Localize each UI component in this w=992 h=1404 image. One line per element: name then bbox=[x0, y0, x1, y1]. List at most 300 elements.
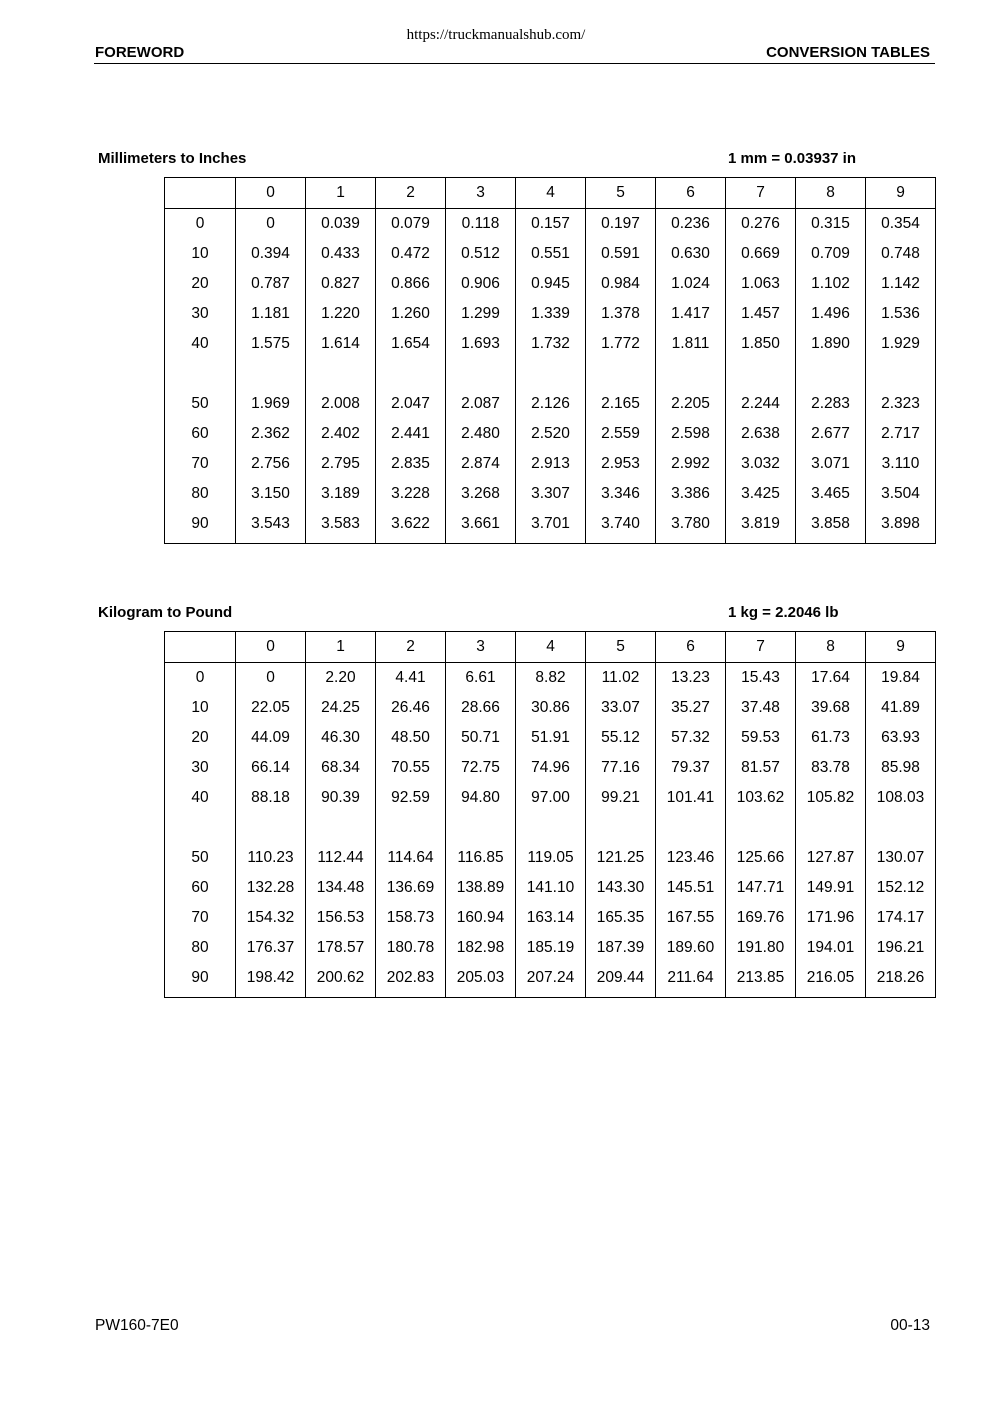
value-cell: 94.80 bbox=[446, 783, 516, 813]
corner-header-cell bbox=[165, 178, 236, 209]
value-cell: 0.079 bbox=[376, 209, 446, 240]
value-cell: 1.299 bbox=[446, 299, 516, 329]
header-rule bbox=[94, 63, 935, 64]
column-header-cell: 8 bbox=[796, 178, 866, 209]
table-row bbox=[165, 933, 936, 963]
value-cell: 189.60 bbox=[656, 933, 726, 963]
value-cell: 163.14 bbox=[516, 903, 586, 933]
value-cell: 1.811 bbox=[656, 329, 726, 359]
row-header-cell: 80 bbox=[165, 933, 236, 963]
table-row bbox=[165, 209, 936, 240]
value-cell: 1.772 bbox=[586, 329, 656, 359]
value-cell: 0.709 bbox=[796, 239, 866, 269]
value-cell: 176.37 bbox=[236, 933, 306, 963]
value-cell: 1.024 bbox=[656, 269, 726, 299]
value-cell: 156.53 bbox=[306, 903, 376, 933]
value-cell: 105.82 bbox=[796, 783, 866, 813]
spacer-cell bbox=[726, 359, 796, 389]
value-cell: 158.73 bbox=[376, 903, 446, 933]
value-cell: 22.05 bbox=[236, 693, 306, 723]
group-spacer-row bbox=[165, 359, 936, 389]
value-cell: 112.44 bbox=[306, 843, 376, 873]
value-cell: 2.835 bbox=[376, 449, 446, 479]
value-cell: 2.992 bbox=[656, 449, 726, 479]
value-cell: 26.46 bbox=[376, 693, 446, 723]
value-cell: 0.512 bbox=[446, 239, 516, 269]
row-header-cell: 40 bbox=[165, 329, 236, 359]
mm-in-conversion-ratio: 1 mm = 0.03937 in bbox=[728, 150, 856, 167]
value-cell: 1.536 bbox=[866, 299, 936, 329]
value-cell: 119.05 bbox=[516, 843, 586, 873]
value-cell: 125.66 bbox=[726, 843, 796, 873]
value-cell: 99.21 bbox=[586, 783, 656, 813]
value-cell: 1.417 bbox=[656, 299, 726, 329]
spacer-cell bbox=[236, 813, 306, 843]
value-cell: 2.205 bbox=[656, 389, 726, 419]
value-cell: 108.03 bbox=[866, 783, 936, 813]
value-cell: 3.504 bbox=[866, 479, 936, 509]
value-cell: 0.906 bbox=[446, 269, 516, 299]
spacer-cell bbox=[376, 359, 446, 389]
value-cell: 2.717 bbox=[866, 419, 936, 449]
table-row bbox=[165, 963, 936, 998]
value-cell: 121.25 bbox=[586, 843, 656, 873]
value-cell: 72.75 bbox=[446, 753, 516, 783]
value-cell: 2.323 bbox=[866, 389, 936, 419]
value-cell: 198.42 bbox=[236, 963, 306, 998]
value-cell: 0.433 bbox=[306, 239, 376, 269]
value-cell: 0.236 bbox=[656, 209, 726, 240]
spacer-cell bbox=[165, 813, 236, 843]
value-cell: 1.457 bbox=[726, 299, 796, 329]
value-cell: 205.03 bbox=[446, 963, 516, 998]
value-cell: 81.57 bbox=[726, 753, 796, 783]
value-cell: 0.472 bbox=[376, 239, 446, 269]
value-cell: 134.48 bbox=[306, 873, 376, 903]
value-cell: 3.701 bbox=[516, 509, 586, 544]
spacer-cell bbox=[796, 813, 866, 843]
row-header-cell: 10 bbox=[165, 239, 236, 269]
value-cell: 3.740 bbox=[586, 509, 656, 544]
value-cell: 1.260 bbox=[376, 299, 446, 329]
source-url: https://truckmanualshub.com/ bbox=[406, 27, 586, 43]
value-cell: 169.76 bbox=[726, 903, 796, 933]
spacer-cell bbox=[376, 813, 446, 843]
value-cell: 55.12 bbox=[586, 723, 656, 753]
value-cell: 1.142 bbox=[866, 269, 936, 299]
mm-to-inches-table bbox=[164, 177, 936, 544]
value-cell: 136.69 bbox=[376, 873, 446, 903]
value-cell: 1.929 bbox=[866, 329, 936, 359]
value-cell: 0.039 bbox=[306, 209, 376, 240]
value-cell: 1.339 bbox=[516, 299, 586, 329]
value-cell: 59.53 bbox=[726, 723, 796, 753]
value-cell: 200.62 bbox=[306, 963, 376, 998]
row-header-cell: 30 bbox=[165, 299, 236, 329]
value-cell: 17.64 bbox=[796, 663, 866, 694]
row-header-cell: 10 bbox=[165, 693, 236, 723]
value-cell: 2.795 bbox=[306, 449, 376, 479]
value-cell: 6.61 bbox=[446, 663, 516, 694]
value-cell: 66.14 bbox=[236, 753, 306, 783]
value-cell: 2.283 bbox=[796, 389, 866, 419]
value-cell: 2.165 bbox=[586, 389, 656, 419]
row-header-cell: 70 bbox=[165, 449, 236, 479]
value-cell: 167.55 bbox=[656, 903, 726, 933]
spacer-cell bbox=[796, 359, 866, 389]
row-header-cell: 0 bbox=[165, 663, 236, 694]
value-cell: 0.354 bbox=[866, 209, 936, 240]
spacer-cell bbox=[586, 813, 656, 843]
value-cell: 216.05 bbox=[796, 963, 866, 998]
row-header-cell: 90 bbox=[165, 509, 236, 544]
value-cell: 1.693 bbox=[446, 329, 516, 359]
value-cell: 1.969 bbox=[236, 389, 306, 419]
value-cell: 0.118 bbox=[446, 209, 516, 240]
mm-in-table-title: Millimeters to Inches bbox=[98, 150, 247, 167]
value-cell: 3.307 bbox=[516, 479, 586, 509]
value-cell: 8.82 bbox=[516, 663, 586, 694]
value-cell: 35.27 bbox=[656, 693, 726, 723]
value-cell: 0.984 bbox=[586, 269, 656, 299]
value-cell: 2.756 bbox=[236, 449, 306, 479]
value-cell: 174.17 bbox=[866, 903, 936, 933]
value-cell: 141.10 bbox=[516, 873, 586, 903]
value-cell: 218.26 bbox=[866, 963, 936, 998]
value-cell: 83.78 bbox=[796, 753, 866, 783]
value-cell: 1.496 bbox=[796, 299, 866, 329]
value-cell: 3.150 bbox=[236, 479, 306, 509]
value-cell: 57.32 bbox=[656, 723, 726, 753]
value-cell: 48.50 bbox=[376, 723, 446, 753]
table-header-row bbox=[165, 178, 936, 209]
kg-lb-conversion-ratio: 1 kg = 2.2046 lb bbox=[728, 604, 839, 621]
table-row bbox=[165, 509, 936, 544]
value-cell: 138.89 bbox=[446, 873, 516, 903]
spacer-cell bbox=[586, 359, 656, 389]
value-cell: 1.732 bbox=[516, 329, 586, 359]
value-cell: 51.91 bbox=[516, 723, 586, 753]
value-cell: 28.66 bbox=[446, 693, 516, 723]
spacer-cell bbox=[656, 359, 726, 389]
spacer-cell bbox=[866, 813, 936, 843]
value-cell: 11.02 bbox=[586, 663, 656, 694]
value-cell: 3.819 bbox=[726, 509, 796, 544]
value-cell: 0.945 bbox=[516, 269, 586, 299]
value-cell: 2.402 bbox=[306, 419, 376, 449]
spacer-cell bbox=[236, 359, 306, 389]
kg-lb-table-title: Kilogram to Pound bbox=[98, 604, 233, 621]
column-header-cell: 9 bbox=[866, 632, 936, 663]
value-cell: 207.24 bbox=[516, 963, 586, 998]
row-header-cell: 20 bbox=[165, 269, 236, 299]
value-cell: 2.874 bbox=[446, 449, 516, 479]
value-cell: 132.28 bbox=[236, 873, 306, 903]
value-cell: 61.73 bbox=[796, 723, 866, 753]
column-header-cell: 5 bbox=[586, 632, 656, 663]
row-header-cell: 0 bbox=[165, 209, 236, 240]
header-chapter-title: CONVERSION TABLES bbox=[766, 44, 930, 61]
value-cell: 3.583 bbox=[306, 509, 376, 544]
value-cell: 103.62 bbox=[726, 783, 796, 813]
value-cell: 194.01 bbox=[796, 933, 866, 963]
value-cell: 211.64 bbox=[656, 963, 726, 998]
value-cell: 3.661 bbox=[446, 509, 516, 544]
value-cell: 1.614 bbox=[306, 329, 376, 359]
spacer-cell bbox=[306, 813, 376, 843]
value-cell: 185.19 bbox=[516, 933, 586, 963]
value-cell: 0.630 bbox=[656, 239, 726, 269]
value-cell: 2.20 bbox=[306, 663, 376, 694]
row-header-cell: 50 bbox=[165, 389, 236, 419]
value-cell: 3.425 bbox=[726, 479, 796, 509]
value-cell: 2.441 bbox=[376, 419, 446, 449]
table-row bbox=[165, 753, 936, 783]
value-cell: 0.866 bbox=[376, 269, 446, 299]
column-header-cell: 3 bbox=[446, 632, 516, 663]
row-header-cell: 20 bbox=[165, 723, 236, 753]
value-cell: 97.00 bbox=[516, 783, 586, 813]
table-row bbox=[165, 329, 936, 359]
value-cell: 0 bbox=[236, 209, 306, 240]
value-cell: 187.39 bbox=[586, 933, 656, 963]
value-cell: 0.276 bbox=[726, 209, 796, 240]
value-cell: 147.71 bbox=[726, 873, 796, 903]
value-cell: 2.677 bbox=[796, 419, 866, 449]
table-row bbox=[165, 269, 936, 299]
value-cell: 1.063 bbox=[726, 269, 796, 299]
table-row bbox=[165, 843, 936, 873]
value-cell: 0.197 bbox=[586, 209, 656, 240]
spacer-cell bbox=[516, 813, 586, 843]
value-cell: 24.25 bbox=[306, 693, 376, 723]
value-cell: 4.41 bbox=[376, 663, 446, 694]
value-cell: 3.898 bbox=[866, 509, 936, 544]
value-cell: 46.30 bbox=[306, 723, 376, 753]
value-cell: 152.12 bbox=[866, 873, 936, 903]
value-cell: 0.669 bbox=[726, 239, 796, 269]
row-header-cell: 80 bbox=[165, 479, 236, 509]
value-cell: 19.84 bbox=[866, 663, 936, 694]
value-cell: 116.85 bbox=[446, 843, 516, 873]
value-cell: 180.78 bbox=[376, 933, 446, 963]
column-header-cell: 6 bbox=[656, 632, 726, 663]
value-cell: 1.378 bbox=[586, 299, 656, 329]
value-cell: 30.86 bbox=[516, 693, 586, 723]
value-cell: 2.047 bbox=[376, 389, 446, 419]
value-cell: 2.520 bbox=[516, 419, 586, 449]
value-cell: 3.189 bbox=[306, 479, 376, 509]
value-cell: 37.48 bbox=[726, 693, 796, 723]
value-cell: 41.89 bbox=[866, 693, 936, 723]
value-cell: 3.622 bbox=[376, 509, 446, 544]
value-cell: 2.362 bbox=[236, 419, 306, 449]
column-header-cell: 8 bbox=[796, 632, 866, 663]
value-cell: 160.94 bbox=[446, 903, 516, 933]
value-cell: 114.64 bbox=[376, 843, 446, 873]
value-cell: 1.890 bbox=[796, 329, 866, 359]
value-cell: 182.98 bbox=[446, 933, 516, 963]
value-cell: 85.98 bbox=[866, 753, 936, 783]
spacer-cell bbox=[726, 813, 796, 843]
column-header-cell: 1 bbox=[306, 178, 376, 209]
row-header-cell: 50 bbox=[165, 843, 236, 873]
value-cell: 1.575 bbox=[236, 329, 306, 359]
value-cell: 13.23 bbox=[656, 663, 726, 694]
value-cell: 101.41 bbox=[656, 783, 726, 813]
value-cell: 0 bbox=[236, 663, 306, 694]
value-cell: 2.008 bbox=[306, 389, 376, 419]
value-cell: 33.07 bbox=[586, 693, 656, 723]
value-cell: 0.748 bbox=[866, 239, 936, 269]
value-cell: 213.85 bbox=[726, 963, 796, 998]
column-header-cell: 6 bbox=[656, 178, 726, 209]
value-cell: 2.244 bbox=[726, 389, 796, 419]
corner-header-cell bbox=[165, 632, 236, 663]
value-cell: 1.654 bbox=[376, 329, 446, 359]
value-cell: 3.543 bbox=[236, 509, 306, 544]
value-cell: 2.559 bbox=[586, 419, 656, 449]
value-cell: 123.46 bbox=[656, 843, 726, 873]
value-cell: 79.37 bbox=[656, 753, 726, 783]
value-cell: 165.35 bbox=[586, 903, 656, 933]
row-header-cell: 60 bbox=[165, 873, 236, 903]
value-cell: 149.91 bbox=[796, 873, 866, 903]
value-cell: 209.44 bbox=[586, 963, 656, 998]
value-cell: 2.638 bbox=[726, 419, 796, 449]
table-row bbox=[165, 723, 936, 753]
value-cell: 3.346 bbox=[586, 479, 656, 509]
value-cell: 15.43 bbox=[726, 663, 796, 694]
table-row bbox=[165, 299, 936, 329]
value-cell: 110.23 bbox=[236, 843, 306, 873]
table-row bbox=[165, 449, 936, 479]
table-row bbox=[165, 873, 936, 903]
spacer-cell bbox=[306, 359, 376, 389]
column-header-cell: 1 bbox=[306, 632, 376, 663]
spacer-cell bbox=[866, 359, 936, 389]
value-cell: 50.71 bbox=[446, 723, 516, 753]
value-cell: 191.80 bbox=[726, 933, 796, 963]
value-cell: 178.57 bbox=[306, 933, 376, 963]
table-row bbox=[165, 479, 936, 509]
value-cell: 145.51 bbox=[656, 873, 726, 903]
value-cell: 0.787 bbox=[236, 269, 306, 299]
table-header-row bbox=[165, 632, 936, 663]
model-number: PW160-7E0 bbox=[95, 1317, 179, 1334]
value-cell: 0.157 bbox=[516, 209, 586, 240]
value-cell: 2.480 bbox=[446, 419, 516, 449]
value-cell: 74.96 bbox=[516, 753, 586, 783]
value-cell: 3.268 bbox=[446, 479, 516, 509]
value-cell: 0.315 bbox=[796, 209, 866, 240]
row-header-cell: 60 bbox=[165, 419, 236, 449]
spacer-cell bbox=[446, 813, 516, 843]
value-cell: 90.39 bbox=[306, 783, 376, 813]
row-header-cell: 40 bbox=[165, 783, 236, 813]
column-header-cell: 0 bbox=[236, 178, 306, 209]
value-cell: 3.386 bbox=[656, 479, 726, 509]
column-header-cell: 2 bbox=[376, 178, 446, 209]
header-section-name: FOREWORD bbox=[95, 44, 185, 61]
value-cell: 3.858 bbox=[796, 509, 866, 544]
value-cell: 44.09 bbox=[236, 723, 306, 753]
page-number: 00-13 bbox=[890, 1317, 930, 1334]
row-header-cell: 70 bbox=[165, 903, 236, 933]
value-cell: 0.827 bbox=[306, 269, 376, 299]
column-header-cell: 7 bbox=[726, 178, 796, 209]
value-cell: 3.032 bbox=[726, 449, 796, 479]
value-cell: 88.18 bbox=[236, 783, 306, 813]
column-header-cell: 4 bbox=[516, 178, 586, 209]
group-spacer-row bbox=[165, 813, 936, 843]
value-cell: 3.110 bbox=[866, 449, 936, 479]
value-cell: 196.21 bbox=[866, 933, 936, 963]
spacer-cell bbox=[656, 813, 726, 843]
spacer-cell bbox=[516, 359, 586, 389]
value-cell: 2.087 bbox=[446, 389, 516, 419]
column-header-cell: 0 bbox=[236, 632, 306, 663]
value-cell: 2.913 bbox=[516, 449, 586, 479]
table-row bbox=[165, 419, 936, 449]
value-cell: 0.394 bbox=[236, 239, 306, 269]
column-header-cell: 4 bbox=[516, 632, 586, 663]
value-cell: 202.83 bbox=[376, 963, 446, 998]
kg-to-pound-table bbox=[164, 631, 936, 998]
value-cell: 39.68 bbox=[796, 693, 866, 723]
table-row bbox=[165, 693, 936, 723]
column-header-cell: 3 bbox=[446, 178, 516, 209]
value-cell: 63.93 bbox=[866, 723, 936, 753]
value-cell: 3.228 bbox=[376, 479, 446, 509]
spacer-cell bbox=[446, 359, 516, 389]
value-cell: 130.07 bbox=[866, 843, 936, 873]
value-cell: 70.55 bbox=[376, 753, 446, 783]
table-row bbox=[165, 239, 936, 269]
value-cell: 3.071 bbox=[796, 449, 866, 479]
column-header-cell: 2 bbox=[376, 632, 446, 663]
value-cell: 2.126 bbox=[516, 389, 586, 419]
value-cell: 0.551 bbox=[516, 239, 586, 269]
value-cell: 2.598 bbox=[656, 419, 726, 449]
column-header-cell: 7 bbox=[726, 632, 796, 663]
row-header-cell: 30 bbox=[165, 753, 236, 783]
value-cell: 154.32 bbox=[236, 903, 306, 933]
value-cell: 77.16 bbox=[586, 753, 656, 783]
value-cell: 3.780 bbox=[656, 509, 726, 544]
value-cell: 92.59 bbox=[376, 783, 446, 813]
column-header-cell: 9 bbox=[866, 178, 936, 209]
row-header-cell: 90 bbox=[165, 963, 236, 998]
value-cell: 0.591 bbox=[586, 239, 656, 269]
table-row bbox=[165, 783, 936, 813]
column-header-cell: 5 bbox=[586, 178, 656, 209]
value-cell: 1.220 bbox=[306, 299, 376, 329]
value-cell: 171.96 bbox=[796, 903, 866, 933]
table-row bbox=[165, 663, 936, 694]
table-row bbox=[165, 389, 936, 419]
value-cell: 143.30 bbox=[586, 873, 656, 903]
spacer-cell bbox=[165, 359, 236, 389]
value-cell: 1.850 bbox=[726, 329, 796, 359]
table-row bbox=[165, 903, 936, 933]
value-cell: 1.181 bbox=[236, 299, 306, 329]
value-cell: 127.87 bbox=[796, 843, 866, 873]
value-cell: 3.465 bbox=[796, 479, 866, 509]
value-cell: 1.102 bbox=[796, 269, 866, 299]
value-cell: 2.953 bbox=[586, 449, 656, 479]
value-cell: 68.34 bbox=[306, 753, 376, 783]
